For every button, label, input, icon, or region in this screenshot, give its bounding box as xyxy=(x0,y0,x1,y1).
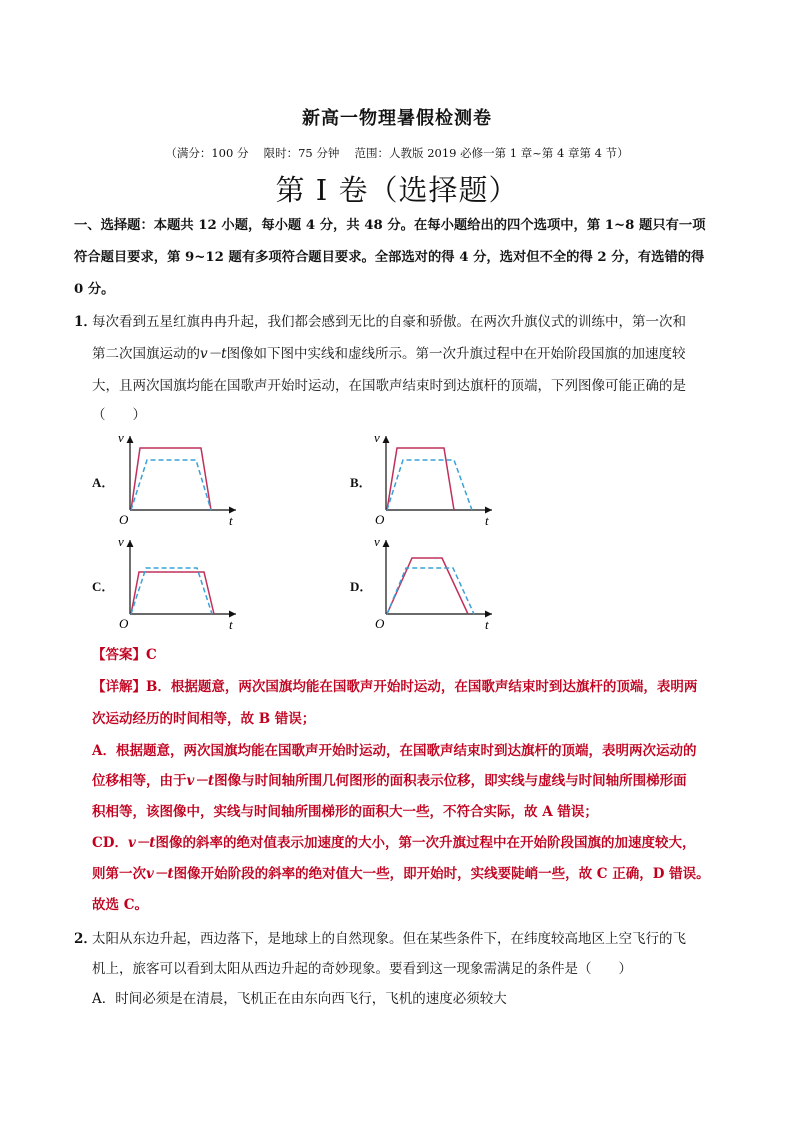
detail-a-line2: 位移相等，由于v－t图像与时间轴所围几何图形的面积表示位移，即实线与虚线与时间轴所围梯形面 xyxy=(92,773,687,789)
t-axis-label: t xyxy=(229,617,233,632)
question-text-line2: 第二次国旗运动的v－t图像如下图中实线和虚线所示。第一次升旗过程中在开始阶段国旗的加速度较 xyxy=(92,346,686,362)
detail-cd-line1: CD．v－t图像的斜率的绝对值表示加速度的大小，第一次升旗过程中在开始阶段国旗的加速度较大， xyxy=(92,835,696,851)
v-axis-label: v xyxy=(118,534,124,549)
question-text-line1: 太阳从东边升起，西边落下，是地球上的自然现象。但在某些条件下，在纬度较高地区上空飞行的飞 xyxy=(92,931,686,947)
dashed-line xyxy=(131,568,212,614)
t-axis-label: t xyxy=(485,513,489,528)
question-text-line1: 每次看到五星红旗冉冉升起，我们都会感到无比的自豪和骄傲。在两次升旗仪式的训练中，第一次和 xyxy=(92,314,686,330)
volume-title: 第 I 卷（选择题） xyxy=(275,173,519,207)
solid-line xyxy=(131,572,214,614)
page-title: 新高一物理暑假检测卷 xyxy=(302,108,492,129)
answer-blank: （ ） xyxy=(92,407,146,423)
origin-label: O xyxy=(119,616,129,631)
section-instructions-line3: 0 分。 xyxy=(74,282,115,297)
option-a-graph[interactable] xyxy=(112,428,242,528)
dashed-line xyxy=(131,460,211,510)
section-instructions-line1: 一、选择题：本题共 12 小题，每小题 4 分，共 48 分。在每小题给出的四个选项中，第 1~8 题只有一项 xyxy=(74,218,706,233)
question-number: 2． xyxy=(74,931,97,947)
detail-a-line3: 积相等，该图像中，实线与时间轴所围梯形的面积大一些，不符合实际，故 A 错误； xyxy=(92,804,598,820)
solid-line xyxy=(131,448,211,510)
origin-label: O xyxy=(119,512,129,527)
detail-conclusion: 故选 C。 xyxy=(92,897,148,913)
question-text-line3: 大，且两次国旗均能在国歌声开始时运动，在国歌声结束时到达旗杆的顶端，下列图像可能正确的是 xyxy=(92,378,686,394)
option-b-graph[interactable] xyxy=(368,428,498,528)
t-axis-label: t xyxy=(485,617,489,632)
option-d-graph[interactable] xyxy=(368,532,498,632)
v-axis-label: v xyxy=(374,534,380,549)
detail-cd-line2: 则第一次v－t图像开始阶段的斜率的绝对值大一些，即开始时，实线要陡峭一些，故 C 正确，D 错误。 xyxy=(92,866,710,882)
option-a-label[interactable]: A． xyxy=(92,475,115,490)
question-number: 1． xyxy=(74,314,97,330)
option-a-text[interactable]: A．时间必须是在清晨，飞机正在由东向西飞行，飞机的速度必须较大 xyxy=(92,991,507,1007)
dashed-line xyxy=(387,568,474,614)
detail-a-line1: A．根据题意，两次国旗均能在国歌声开始时运动，在国歌声结束时到达旗杆的顶端，表明两次运动的 xyxy=(92,743,697,759)
detail-b-line2: 次运动经历的时间相等，故 B 错误； xyxy=(92,711,316,727)
answer-line: 【答案】C xyxy=(92,647,157,663)
option-b-label[interactable]: B． xyxy=(350,475,372,490)
detail-b-line1: 【详解】B．根据题意，两次国旗均能在国歌声开始时运动，在国歌声结束时到达旗杆的顶端，表明两 xyxy=(92,679,698,695)
t-axis-label: t xyxy=(229,513,233,528)
origin-label: O xyxy=(375,616,385,631)
dashed-line xyxy=(387,460,472,510)
option-c-graph[interactable] xyxy=(112,532,242,632)
option-d-label[interactable]: D． xyxy=(350,579,373,594)
option-c-label[interactable]: C． xyxy=(92,579,115,594)
exam-info: （满分：100 分 限时：75 分钟 范围：人教版 2019 必修一第 1 章~第 4 章第 4 节） xyxy=(165,146,629,160)
question-text-line2: 机上，旅客可以看到太阳从西边升起的奇妙现象。要看到这一现象需满足的条件是（ ） xyxy=(92,961,632,977)
section-instructions-line2: 符合题目要求，第 9~12 题有多项符合题目要求。全部选对的得 4 分，选对但不全的得 2 分，有选错的得 xyxy=(74,250,705,265)
solid-line xyxy=(387,558,468,614)
v-axis-label: v xyxy=(374,430,380,445)
v-axis-label: v xyxy=(118,430,124,445)
origin-label: O xyxy=(375,512,385,527)
